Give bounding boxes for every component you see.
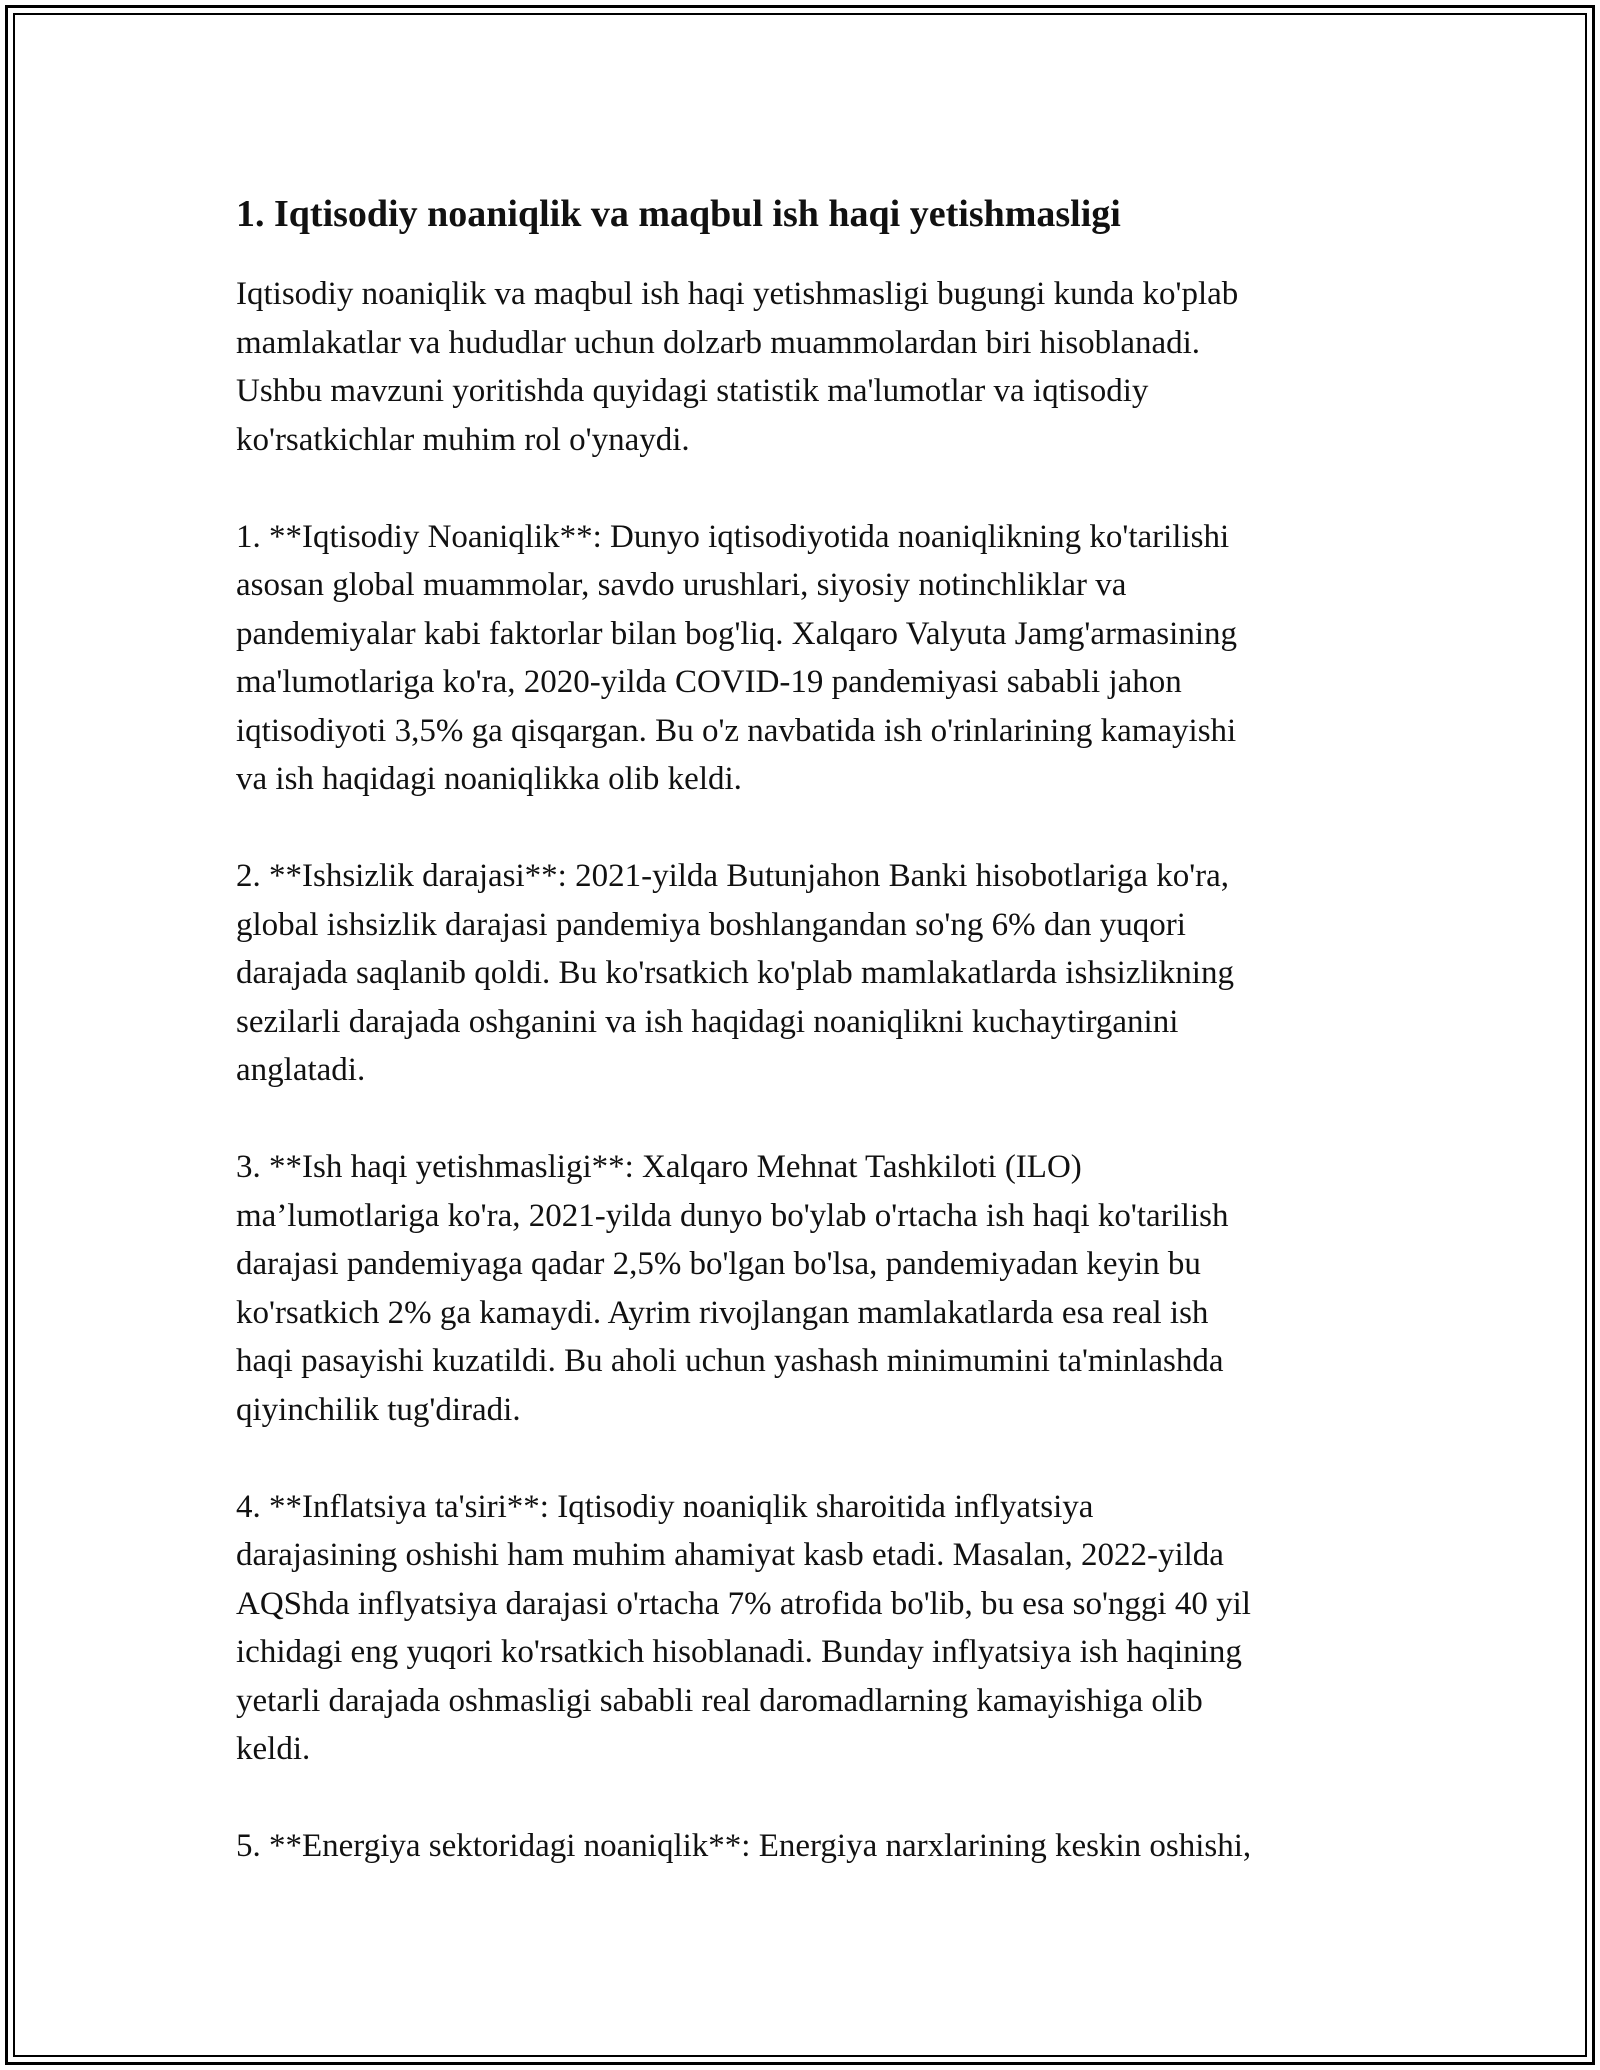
text-line: ma’lumotlariga ko'ra, 2021-yilda dunyo bo'ylab o'rtacha ish haqi ko'tarilish (236, 1197, 1229, 1234)
text-line: mamlakatlar va hududlar uchun dolzarb muammolardan biri hisoblanadi. (236, 324, 1201, 361)
text-line: Ushbu mavzuni yoritishda quyidagi statistik ma'lumotlar va iqtisodiy (236, 373, 1149, 409)
text-line: ichidagi eng yuqori ko'rsatkich hisoblanadi. Bunday inflyatsiya ish haqining (236, 1634, 1242, 1670)
text-line: 2. **Ishsizlik darajasi**: 2021-yilda Butunjahon Banki hisobotlariga ko'ra, (236, 858, 1230, 894)
text-line: 4. **Inflatsiya ta'siri**: Iqtisodiy noaniqlik sharoitida inflyatsiya (236, 1488, 1094, 1525)
text-line: pandemiyalar kabi faktorlar bilan bog'liq. Xalqaro Valyuta Jamg'armasining (236, 615, 1237, 652)
text-line: 1. **Iqtisodiy Noaniqlik**: Dunyo iqtisodiyotida noaniqlikning ko'tarilishi (236, 518, 1230, 555)
text-line: anglatadi. (236, 1052, 366, 1088)
text-line: darajada saqlanib qoldi. Bu ko'rsatkich ko'plab mamlakatlarda ishsizlikning (236, 955, 1234, 991)
text-line: darajasi pandemiyaga qadar 2,5% bo'lgan bo'lsa, pandemiyadan keyin bu (236, 1246, 1201, 1282)
text-line: global ishsizlik darajasi pandemiya boshlangandan so'ng 6% dan yuqori (236, 906, 1186, 943)
text-line: ko'rsatkich 2% ga kamaydi. Ayrim rivojlangan mamlakatlarda esa real ish (236, 1294, 1209, 1331)
text-line: iqtisodiyoti 3,5% ga qisqargan. Bu o'z navbatida ish o'rinlarining kamayishi (236, 712, 1237, 749)
document-body (236, 186, 1386, 1871)
text-line: qiyinchilik tug'diradi. (236, 1391, 521, 1428)
point-5-energy-sector (236, 1822, 1386, 1871)
point-3-wage-shortfall (236, 1143, 1386, 1434)
text-line: keldi. (236, 1731, 311, 1767)
point-1-economic-uncertainty (236, 513, 1386, 804)
intro-paragraph (236, 270, 1386, 464)
section-heading: 1. Iqtisodiy noaniqlik va maqbul ish haqi yetishmasligi (236, 193, 1121, 235)
text-line: Iqtisodiy noaniqlik va maqbul ish haqi yetishmasligi bugungi kunda ko'plab (236, 276, 1239, 312)
text-line: ko'rsatkichlar muhim rol o'ynaydi. (236, 421, 690, 458)
text-line: darajasining oshishi ham muhim ahamiyat kasb etadi. Masalan, 2022-yilda (236, 1537, 1224, 1573)
point-4-inflation-impact (236, 1483, 1386, 1774)
text-line: 3. **Ish haqi yetishmasligi**: Xalqaro Mehnat Tashkiloti (ILO) (236, 1149, 1082, 1185)
text-line: sezilarli darajada oshganini va ish haqidagi noaniqlikni kuchaytirganini (236, 1003, 1179, 1040)
text-line: asosan global muammolar, savdo urushlari, siyosiy notinchliklar va (236, 567, 1127, 603)
point-2-unemployment-rate (236, 852, 1386, 1095)
text-line: yetarli darajada oshmasligi sababli real daromadlarning kamayishiga olib (236, 1682, 1203, 1719)
text-line: 5. **Energiya sektoridagi noaniqlik**: Energiya narxlarining keskin oshishi, (236, 1828, 1252, 1864)
text-line: va ish haqidagi noaniqlikka olib keldi. (236, 761, 742, 797)
text-line: AQShda inflyatsiya darajasi o'rtacha 7% atrofida bo'lib, bu esa so'nggi 40 yil (236, 1585, 1251, 1622)
text-line: ma'lumotlariga ko'ra, 2020-yilda COVID-19 pandemiyasi sababli jahon (236, 664, 1182, 700)
text-line: haqi pasayishi kuzatildi. Bu aholi uchun yashash minimumini ta'minlashda (236, 1343, 1224, 1379)
